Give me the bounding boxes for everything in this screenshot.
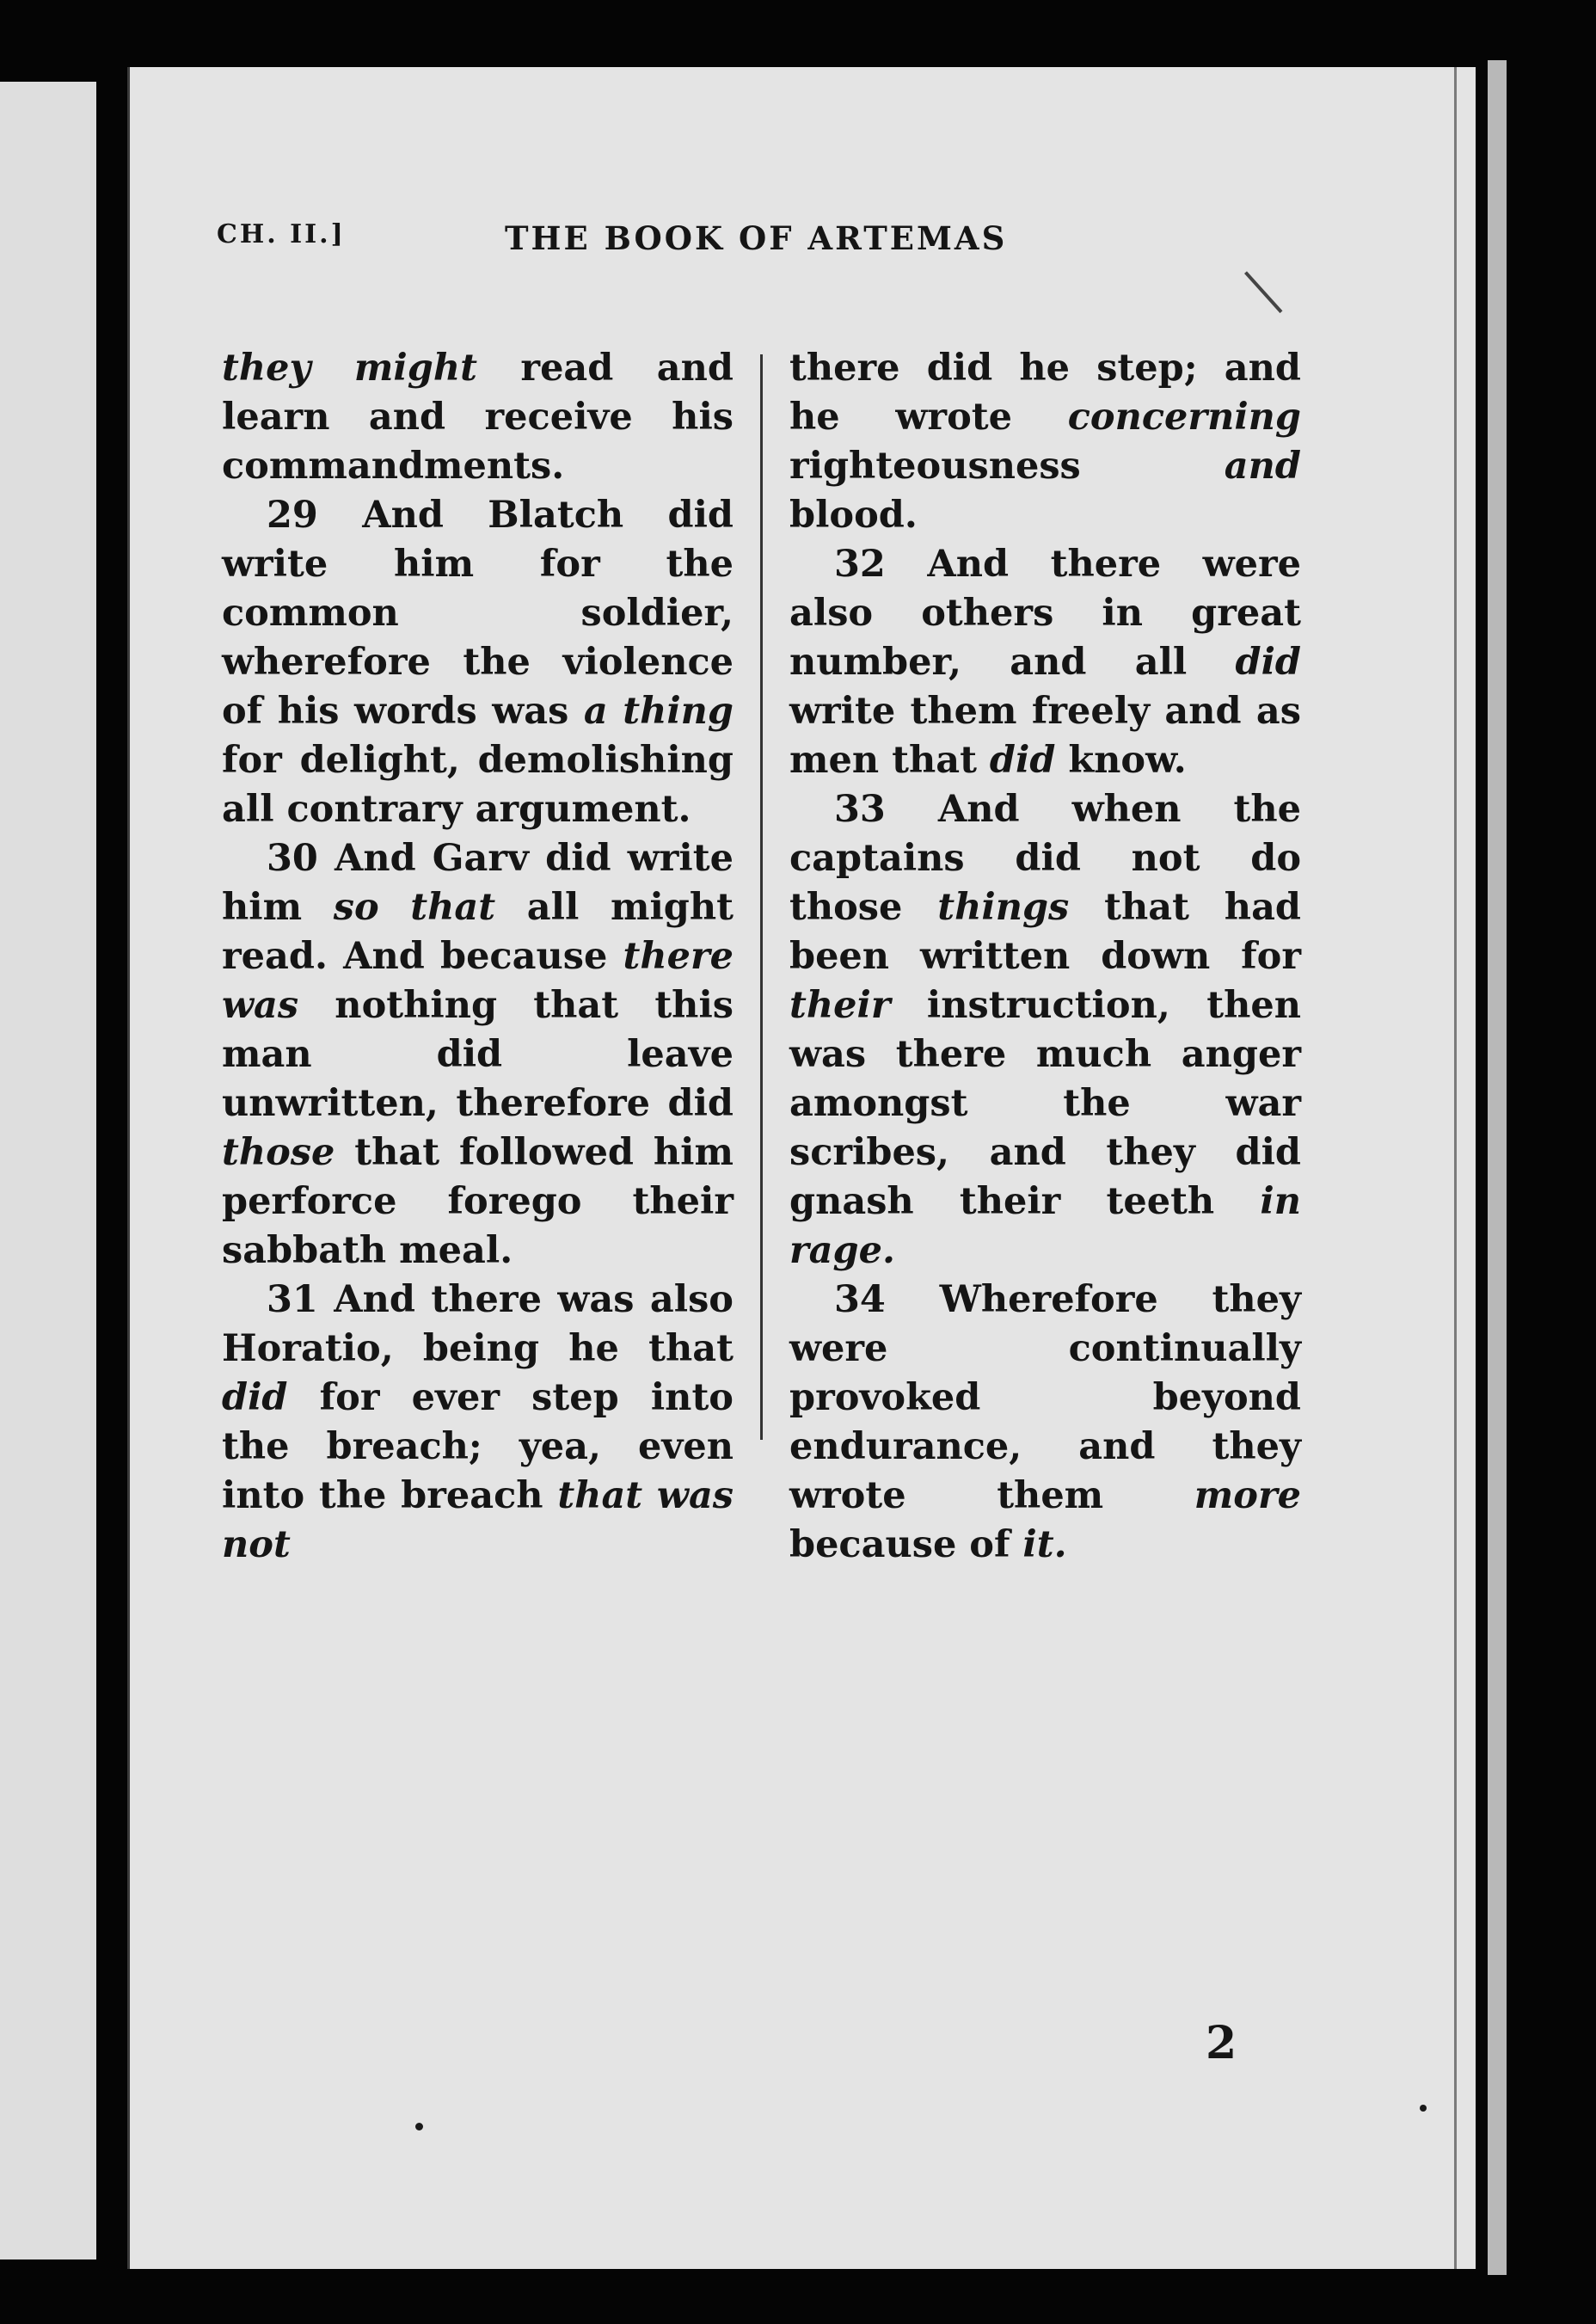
page-right-border: [1454, 67, 1457, 2269]
italic-text: more: [1194, 1474, 1301, 1517]
italic-text: there was: [222, 935, 734, 1027]
italic-text: it.: [1022, 1523, 1067, 1566]
verse-paragraph: [222, 834, 734, 1276]
italic-text: a thing: [583, 690, 734, 733]
verse-text: blood.: [789, 494, 918, 537]
verse-text: for ever step into the breach; yea, even into the breach: [222, 1376, 734, 1517]
italic-text: their: [789, 984, 891, 1027]
column-divider: [760, 354, 763, 1440]
verse-paragraph: [789, 1276, 1301, 1570]
text-column-left: [222, 344, 734, 1570]
italic-text: that was not: [222, 1474, 734, 1566]
ink-speck: [1420, 2105, 1427, 2112]
verse-text: 34 Wherefore they were continually provoked beyond endurance, and they wrote them: [789, 1278, 1301, 1517]
verse-text: nothing that this man did leave unwritten, therefore did: [222, 984, 734, 1125]
chapter-label: CH. II.]: [217, 219, 346, 249]
verse-text: there did he step; and he wrote: [789, 347, 1301, 439]
italic-text: in rage.: [789, 1180, 1301, 1272]
verse-text: that had been written down for: [789, 886, 1301, 978]
verse-text: know.: [1055, 739, 1187, 782]
verse-text: all might read. And because: [222, 886, 734, 978]
verse-paragraph: [789, 540, 1301, 785]
verse-text: 29 And Blatch did write him for the common soldier, wherefore the violence of his words was: [222, 494, 734, 733]
text-column-right: [789, 344, 1301, 1570]
italic-text: and: [1224, 445, 1301, 488]
verse-text: 31 And there was also Horatio, being he that: [222, 1278, 734, 1370]
ink-speck: [415, 2123, 423, 2130]
verse-text: because of: [789, 1523, 1023, 1566]
verse-text: for delight, demolishing all contrary argument.: [222, 739, 734, 831]
verse-text: that followed him perforce forego their sabbath meal.: [222, 1131, 734, 1272]
verse-paragraph: [789, 785, 1301, 1276]
verse-text: 30 And Garv did write him: [222, 837, 734, 929]
verse-paragraph: [222, 344, 734, 491]
page-number: 2: [1206, 2017, 1237, 2069]
verse-paragraph: [222, 1276, 734, 1570]
verse-text: 33 And when the captains did not do those: [789, 788, 1301, 929]
facing-page-edge: [0, 82, 96, 2259]
verse-paragraph: [789, 344, 1301, 540]
next-page-edge: [1488, 60, 1507, 2275]
italic-text: concerning: [1067, 396, 1301, 439]
verse-paragraph: [222, 491, 734, 834]
italic-text: they might: [222, 347, 477, 390]
running-head: [217, 219, 1309, 271]
verse-text: read and learn and receive his commandments.: [222, 347, 734, 488]
verse-text: instruction, then was there much anger amongst the war scribes, and they did gnash their teeth: [789, 984, 1301, 1223]
italic-text: did: [222, 1376, 288, 1419]
verse-text: righteousness: [789, 445, 1225, 488]
italic-text: did: [989, 739, 1056, 782]
verse-text: write them freely and as men that: [789, 690, 1301, 782]
italic-text: so that: [333, 886, 496, 929]
italic-text: did: [1235, 641, 1301, 684]
page-left-border: [127, 67, 130, 2269]
book-title: THE BOOK OF ARTEMAS: [505, 219, 1008, 257]
verse-text: 32 And there were also others in great number, and all: [789, 543, 1301, 684]
italic-text: things: [937, 886, 1070, 929]
italic-text: those: [222, 1131, 335, 1174]
